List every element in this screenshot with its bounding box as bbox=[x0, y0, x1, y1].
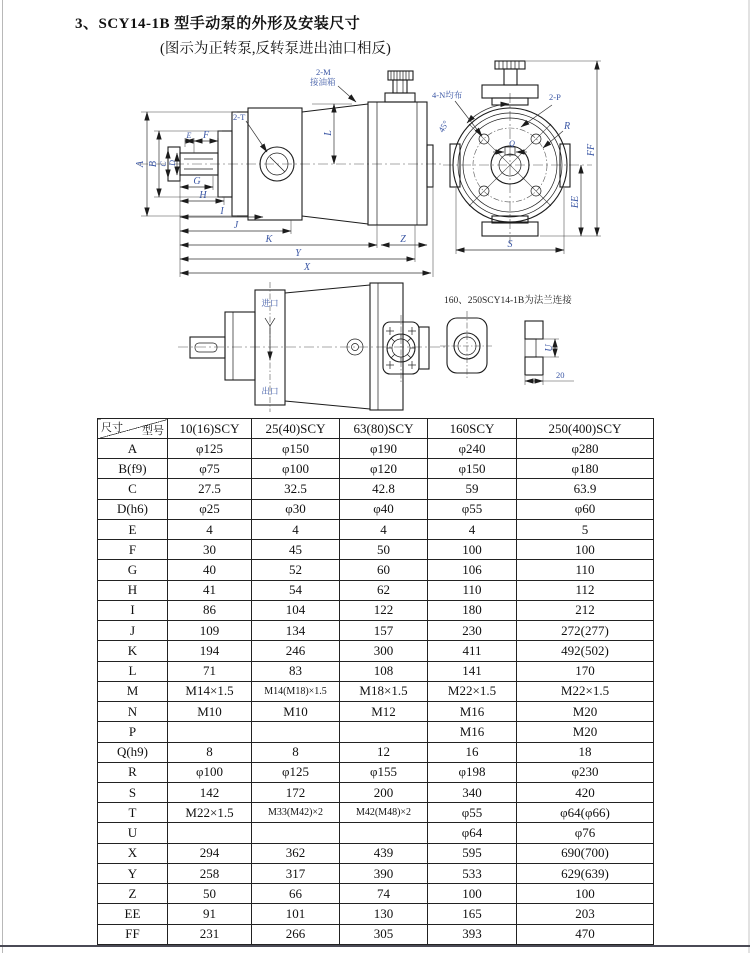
dim-value-cell: 18 bbox=[517, 742, 654, 762]
dim-value-cell: 66 bbox=[252, 884, 340, 904]
dim-value-cell: 59 bbox=[428, 479, 517, 499]
table-row bbox=[98, 580, 654, 600]
dim-value-cell: 4 bbox=[428, 519, 517, 539]
column-header: 25(40)SCY bbox=[252, 419, 340, 439]
dim-value-cell: φ76 bbox=[517, 823, 654, 843]
dim-row-label: G bbox=[98, 560, 168, 580]
dim-value-cell: 63.9 bbox=[517, 479, 654, 499]
dim-value-cell: 134 bbox=[252, 621, 340, 641]
dim-value-cell: φ150 bbox=[428, 459, 517, 479]
dim-value-cell: M22×1.5 bbox=[517, 681, 654, 701]
table-row bbox=[98, 702, 654, 722]
table-row bbox=[98, 762, 654, 782]
table-row bbox=[98, 843, 654, 863]
outlet-label: 出口 bbox=[261, 386, 279, 396]
dim-value-cell: φ60 bbox=[517, 499, 654, 519]
table-row bbox=[98, 621, 654, 641]
dim-value-cell: M22×1.5 bbox=[428, 681, 517, 701]
dim-value-cell: 109 bbox=[168, 621, 252, 641]
dim-value-cell: φ25 bbox=[168, 499, 252, 519]
corner-header-cell bbox=[98, 419, 168, 439]
table-row bbox=[98, 519, 654, 539]
port-label-2m: 2-M bbox=[316, 67, 331, 77]
dim-value-cell bbox=[340, 722, 428, 742]
dim-value-cell: 16 bbox=[428, 742, 517, 762]
dim-value-cell: 62 bbox=[340, 580, 428, 600]
table-row bbox=[98, 641, 654, 661]
dim-value-cell: φ55 bbox=[428, 803, 517, 823]
dim-value-cell: 420 bbox=[517, 782, 654, 802]
table-row bbox=[98, 904, 654, 924]
table-row bbox=[98, 439, 654, 459]
dim-value-cell: φ30 bbox=[252, 499, 340, 519]
dim-value-cell: 106 bbox=[428, 560, 517, 580]
dim-label-e: E bbox=[186, 131, 192, 140]
flange-note: 160、250SCY14-1B为法兰连接 bbox=[444, 296, 572, 306]
dim-label-s: S bbox=[507, 239, 513, 250]
dim-value-cell: φ230 bbox=[517, 762, 654, 782]
dim-value-cell: 231 bbox=[168, 924, 252, 944]
dim-value-cell: 200 bbox=[340, 782, 428, 802]
dim-row-label: S bbox=[98, 782, 168, 802]
dim-row-label: I bbox=[98, 600, 168, 620]
dim-label-d: D bbox=[168, 160, 177, 166]
table-row bbox=[98, 681, 654, 701]
table-row bbox=[98, 863, 654, 883]
page-bottom-rule bbox=[0, 945, 750, 947]
dim-value-cell: 393 bbox=[428, 924, 517, 944]
dim-value-cell: 42.8 bbox=[340, 479, 428, 499]
dim-value-cell: 194 bbox=[168, 641, 252, 661]
dim-value-cell: M33(M42)×2 bbox=[252, 803, 340, 823]
dim-value-cell: φ150 bbox=[252, 439, 340, 459]
dim-value-cell: 54 bbox=[252, 580, 340, 600]
dim-value-cell: φ64(φ66) bbox=[517, 803, 654, 823]
dim-value-cell: φ125 bbox=[252, 762, 340, 782]
flange-section-drawing bbox=[440, 294, 574, 385]
dim-label-k: K bbox=[265, 234, 273, 245]
dim-value-cell: 100 bbox=[517, 540, 654, 560]
dim-value-cell: 50 bbox=[168, 884, 252, 904]
dim-row-label: E bbox=[98, 519, 168, 539]
dim-value-cell bbox=[252, 722, 340, 742]
table-row bbox=[98, 782, 654, 802]
dim-label-r: R bbox=[564, 121, 571, 132]
dim-label-b: B bbox=[148, 160, 159, 168]
oil-tank-label: 接油箱 bbox=[310, 77, 336, 87]
dim-table-body bbox=[98, 439, 654, 945]
bolt-pattern-label: 4-N均布 bbox=[432, 90, 463, 100]
dim-value-cell: 130 bbox=[340, 904, 428, 924]
dim-value-cell: 101 bbox=[252, 904, 340, 924]
dim-label-h: H bbox=[199, 190, 207, 201]
dim-value-cell: 8 bbox=[168, 742, 252, 762]
dim-value-cell: 258 bbox=[168, 863, 252, 883]
dim-label-l: L bbox=[323, 130, 334, 136]
dim-value-cell: 100 bbox=[428, 884, 517, 904]
dim-value-cell: φ240 bbox=[428, 439, 517, 459]
dim-value-cell: 305 bbox=[340, 924, 428, 944]
dim-value-cell: φ180 bbox=[517, 459, 654, 479]
dim-value-cell: 142 bbox=[168, 782, 252, 802]
dim-value-cell: φ198 bbox=[428, 762, 517, 782]
angle-45-label: 45° bbox=[436, 118, 451, 134]
dim-label-z: Z bbox=[400, 234, 406, 245]
dim-value-cell: M14(M18)×1.5 bbox=[252, 681, 340, 701]
page-title: 3、SCY14-1B 型手动泵的外形及安装尺寸 bbox=[75, 16, 361, 32]
dim-value-cell: 108 bbox=[340, 661, 428, 681]
dim-label-i: I bbox=[220, 206, 224, 217]
dim-value-cell: 629(639) bbox=[517, 863, 654, 883]
dim-value-cell: 300 bbox=[340, 641, 428, 661]
table-row bbox=[98, 459, 654, 479]
dim-value-cell: 362 bbox=[252, 843, 340, 863]
dim-value-cell: 317 bbox=[252, 863, 340, 883]
dim-value-cell: 110 bbox=[517, 560, 654, 580]
dim-value-cell: φ40 bbox=[340, 499, 428, 519]
dim-value-cell: 40 bbox=[168, 560, 252, 580]
dim-label-u: U bbox=[544, 344, 555, 352]
dim-value-cell: 52 bbox=[252, 560, 340, 580]
corner-label-model: 型号 bbox=[142, 425, 164, 437]
front-view-drawing bbox=[432, 61, 601, 254]
dim-value-cell: 104 bbox=[252, 600, 340, 620]
dim-value-cell: φ100 bbox=[168, 762, 252, 782]
table-row bbox=[98, 479, 654, 499]
dim-row-label: A bbox=[98, 439, 168, 459]
top-view-drawing bbox=[178, 282, 448, 412]
dim-value-cell: M20 bbox=[517, 722, 654, 742]
dim-value-cell: 110 bbox=[428, 580, 517, 600]
dim-value-cell: M16 bbox=[428, 722, 517, 742]
table-row bbox=[98, 803, 654, 823]
dim-row-label: C bbox=[98, 479, 168, 499]
dim-value-cell bbox=[252, 823, 340, 843]
dim-value-cell: M42(M48)×2 bbox=[340, 803, 428, 823]
dim-value-cell: φ64 bbox=[428, 823, 517, 843]
dim-value-cell bbox=[168, 722, 252, 742]
technical-drawing bbox=[0, 0, 750, 418]
dim-row-label: F bbox=[98, 540, 168, 560]
column-header: 10(16)SCY bbox=[168, 419, 252, 439]
dim-value-cell: φ125 bbox=[168, 439, 252, 459]
dim-label-q: Q bbox=[509, 139, 515, 148]
dim-value-cell: 470 bbox=[517, 924, 654, 944]
dim-label-j: J bbox=[233, 220, 239, 231]
dim-label-x: X bbox=[303, 262, 311, 273]
table-row bbox=[98, 722, 654, 742]
dim-row-label: N bbox=[98, 702, 168, 722]
dim-row-label: X bbox=[98, 843, 168, 863]
dim-value-cell: 4 bbox=[252, 519, 340, 539]
dim-row-label: M bbox=[98, 681, 168, 701]
dim-value-cell: 122 bbox=[340, 600, 428, 620]
table-row bbox=[98, 742, 654, 762]
dim-row-label: J bbox=[98, 621, 168, 641]
dim-value-cell: 30 bbox=[168, 540, 252, 560]
column-header: 63(80)SCY bbox=[340, 419, 428, 439]
inlet-label: 进口 bbox=[261, 298, 279, 308]
dim-value-cell: φ100 bbox=[252, 459, 340, 479]
dim-value-cell: 203 bbox=[517, 904, 654, 924]
dim-value-cell: 390 bbox=[340, 863, 428, 883]
dim-value-cell: 86 bbox=[168, 600, 252, 620]
dim-row-label: R bbox=[98, 762, 168, 782]
dim-value-cell: 212 bbox=[517, 600, 654, 620]
dim-value-cell: 533 bbox=[428, 863, 517, 883]
dim-value-cell: φ55 bbox=[428, 499, 517, 519]
dim-value-cell: 340 bbox=[428, 782, 517, 802]
port-label-2p: 2-P bbox=[549, 92, 561, 102]
dim-value-cell: 100 bbox=[517, 884, 654, 904]
dim-row-label: K bbox=[98, 641, 168, 661]
dim-value-cell: M10 bbox=[252, 702, 340, 722]
column-header: 160SCY bbox=[428, 419, 517, 439]
dim-value-cell: 170 bbox=[517, 661, 654, 681]
dim-value-cell: 112 bbox=[517, 580, 654, 600]
dim-value-cell: 492(502) bbox=[517, 641, 654, 661]
dim-row-label: T bbox=[98, 803, 168, 823]
dim-row-label: FF bbox=[98, 924, 168, 944]
dim-value-cell: 32.5 bbox=[252, 479, 340, 499]
dim-value-cell: 294 bbox=[168, 843, 252, 863]
table-row bbox=[98, 661, 654, 681]
dim-value-cell: 8 bbox=[252, 742, 340, 762]
dim-value-cell: 100 bbox=[428, 540, 517, 560]
dim-value-cell: 141 bbox=[428, 661, 517, 681]
column-header: 250(400)SCY bbox=[517, 419, 654, 439]
dim-value-cell: 27.5 bbox=[168, 479, 252, 499]
dim-label-y: Y bbox=[295, 248, 301, 259]
dim-row-label: EE bbox=[98, 904, 168, 924]
table-row bbox=[98, 499, 654, 519]
dim-value-cell: 50 bbox=[340, 540, 428, 560]
dim-value-cell: φ120 bbox=[340, 459, 428, 479]
dim-row-label: Z bbox=[98, 884, 168, 904]
dim-value-cell: 266 bbox=[252, 924, 340, 944]
port-label-2t: 2-T bbox=[233, 112, 246, 122]
table-row bbox=[98, 823, 654, 843]
dim-value-cell: φ155 bbox=[340, 762, 428, 782]
page-subtitle: (图示为正转泵,反转泵进出油口相反) bbox=[160, 41, 391, 57]
dim-value-cell: φ190 bbox=[340, 439, 428, 459]
table-row bbox=[98, 600, 654, 620]
dim-row-label: U bbox=[98, 823, 168, 843]
dim-value-cell: 411 bbox=[428, 641, 517, 661]
dim-value-cell: M14×1.5 bbox=[168, 681, 252, 701]
dim-label-c: C bbox=[159, 161, 168, 167]
dim-row-label: Q(h9) bbox=[98, 742, 168, 762]
dim-label-f: F bbox=[202, 130, 210, 141]
dim-value-cell: 4 bbox=[340, 519, 428, 539]
dim-value-cell: 74 bbox=[340, 884, 428, 904]
dim-value-cell: M10 bbox=[168, 702, 252, 722]
dim-value-cell: M16 bbox=[428, 702, 517, 722]
dim-value-cell: 246 bbox=[252, 641, 340, 661]
dim-value-cell: 172 bbox=[252, 782, 340, 802]
dim-value-cell: 4 bbox=[168, 519, 252, 539]
dim-label-20: 20 bbox=[556, 370, 565, 380]
side-view-drawing bbox=[135, 67, 442, 277]
dim-value-cell: 180 bbox=[428, 600, 517, 620]
dim-value-cell: 41 bbox=[168, 580, 252, 600]
dimension-table bbox=[97, 418, 654, 945]
dim-value-cell: 165 bbox=[428, 904, 517, 924]
dim-label-a: A bbox=[135, 160, 146, 168]
dim-value-cell: 71 bbox=[168, 661, 252, 681]
table-header-row bbox=[98, 419, 654, 439]
dim-value-cell: 83 bbox=[252, 661, 340, 681]
dim-row-label: D(h6) bbox=[98, 499, 168, 519]
dim-value-cell: 690(700) bbox=[517, 843, 654, 863]
dim-value-cell: M18×1.5 bbox=[340, 681, 428, 701]
dim-value-cell: M20 bbox=[517, 702, 654, 722]
corner-label-size: 尺寸 bbox=[101, 422, 123, 434]
dim-value-cell: 272(277) bbox=[517, 621, 654, 641]
dim-value-cell: M12 bbox=[340, 702, 428, 722]
dim-value-cell: M22×1.5 bbox=[168, 803, 252, 823]
dim-value-cell: φ280 bbox=[517, 439, 654, 459]
dim-label-ff: FF bbox=[586, 143, 597, 157]
dim-label-ee: EE bbox=[570, 195, 581, 209]
dim-value-cell: φ75 bbox=[168, 459, 252, 479]
dim-value-cell: 157 bbox=[340, 621, 428, 641]
dim-value-cell: 439 bbox=[340, 843, 428, 863]
dim-row-label: H bbox=[98, 580, 168, 600]
dim-value-cell: 45 bbox=[252, 540, 340, 560]
dim-label-g: G bbox=[193, 176, 201, 187]
table-row bbox=[98, 540, 654, 560]
dim-value-cell: 91 bbox=[168, 904, 252, 924]
table-row bbox=[98, 924, 654, 944]
table-row bbox=[98, 884, 654, 904]
dim-value-cell: 60 bbox=[340, 560, 428, 580]
dim-value-cell: 595 bbox=[428, 843, 517, 863]
dim-value-cell: 230 bbox=[428, 621, 517, 641]
dim-value-cell: 5 bbox=[517, 519, 654, 539]
dim-row-label: L bbox=[98, 661, 168, 681]
dim-row-label: B(f9) bbox=[98, 459, 168, 479]
dim-row-label: P bbox=[98, 722, 168, 742]
dim-value-cell bbox=[340, 823, 428, 843]
dim-value-cell: 12 bbox=[340, 742, 428, 762]
dim-value-cell bbox=[168, 823, 252, 843]
table-row bbox=[98, 560, 654, 580]
dim-row-label: Y bbox=[98, 863, 168, 883]
